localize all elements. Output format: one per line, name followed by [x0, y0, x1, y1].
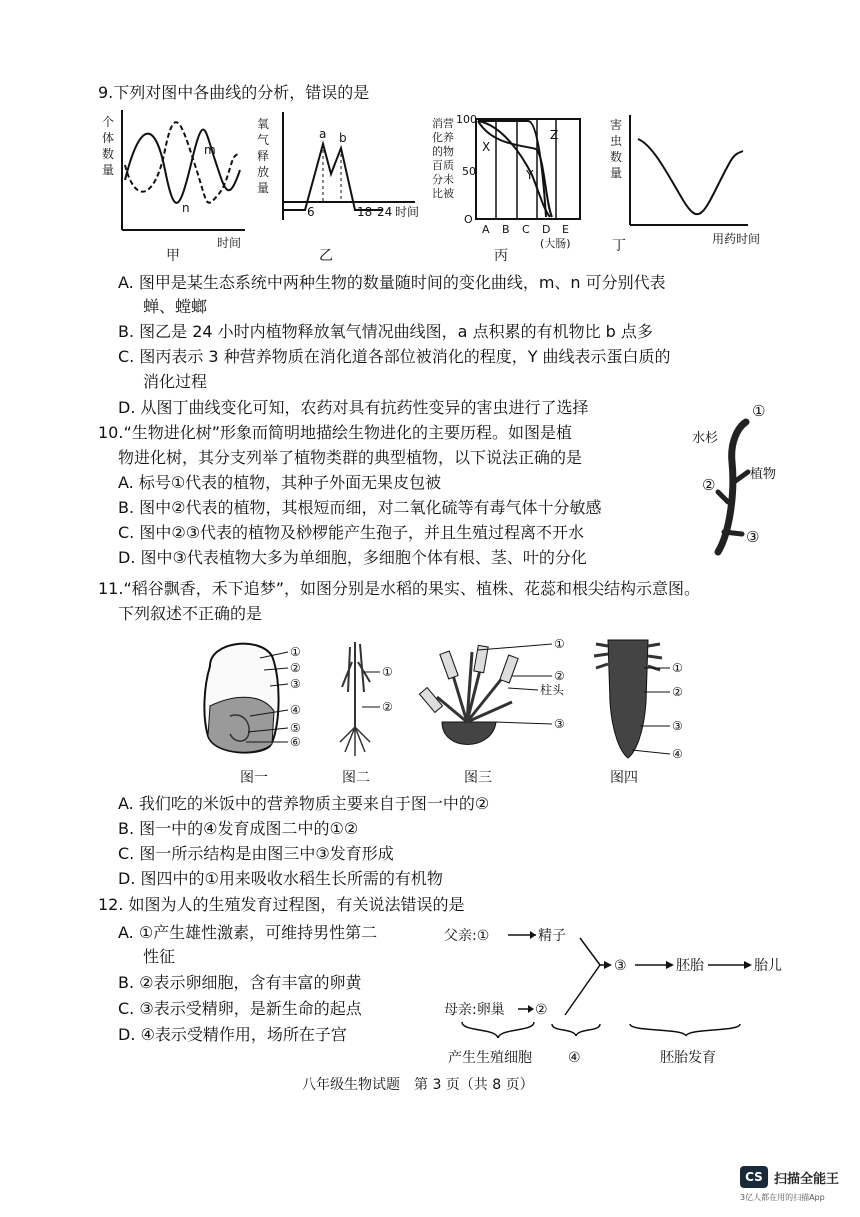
q12-stem: 12. 如图为人的生殖发育过程图，有关说法错误的是: [98, 895, 465, 914]
svg-text:D: D: [542, 223, 551, 236]
fig-bing: [432, 113, 592, 264]
q10-stem-line1: 10.“生物进化树”形象而简明地描绘生物进化的主要历程。如图是植: [98, 423, 573, 442]
svg-text:(大肠): (大肠): [540, 237, 571, 250]
svg-text:Y: Y: [526, 168, 534, 182]
svg-text:比被: 比被: [432, 187, 454, 200]
svg-text:胚胎发育: 胚胎发育: [660, 1050, 716, 1066]
svg-text:植物: 植物: [750, 467, 777, 482]
svg-text:化养: 化养: [432, 131, 454, 144]
svg-text:气: 气: [257, 133, 270, 147]
svg-text:X: X: [482, 140, 491, 154]
fig1-rice-grain: [190, 636, 330, 786]
svg-text:父亲:①: 父亲:①: [444, 928, 490, 944]
svg-text:6: 6: [307, 205, 315, 219]
svg-text:用药时间: 用药时间: [712, 232, 761, 246]
svg-text:柱头: 柱头: [540, 683, 565, 697]
svg-text:胚胎: 胚胎: [676, 958, 704, 974]
camscanner-logo: [740, 1166, 839, 1188]
fig-yi: [255, 112, 425, 264]
q9-option-b[interactable]: B. 图乙是 24 小时内植物释放氧气情况曲线图，a 点积累的有机物比 b 点多: [118, 322, 653, 341]
cs-badge-icon: CS: [740, 1166, 768, 1188]
svg-text:数: 数: [610, 150, 623, 164]
svg-text:E: E: [562, 223, 569, 236]
caption-jia: 甲: [166, 248, 180, 264]
svg-text:释: 释: [257, 149, 270, 163]
caption-fig3: 图三: [464, 770, 492, 786]
svg-text:①: ①: [382, 665, 393, 679]
q9-option-a-cont: 蝉、螳螂: [143, 297, 208, 316]
svg-text:的物: 的物: [432, 145, 454, 158]
plant-evolution-tree: [690, 402, 790, 557]
q10-option-d[interactable]: D. 图中③代表植物大多为单细胞，多细胞个体有根、茎、叶的分化: [118, 548, 587, 567]
q9-option-d[interactable]: D. 从图丁曲线变化可知，农药对具有抗药性变异的害虫进行了选择: [118, 398, 589, 417]
svg-text:②: ②: [672, 685, 683, 699]
svg-text:100: 100: [456, 113, 477, 126]
fig-jia: [100, 110, 260, 264]
svg-text:数: 数: [102, 147, 115, 161]
svg-text:②: ②: [290, 661, 301, 675]
svg-text:量: 量: [610, 166, 623, 180]
q10-stem-line2: 物进化树，其分支列举了植物类群的典型植物，以下说法正确的是: [118, 448, 583, 467]
caption-ding: 丁: [612, 238, 626, 254]
app-tagline: 3亿人都在用的扫描App: [740, 1193, 825, 1202]
svg-text:时间: 时间: [395, 205, 420, 219]
caption-yi: 乙: [319, 248, 333, 264]
svg-text:量: 量: [102, 163, 115, 177]
svg-text:m: m: [204, 143, 216, 157]
q12-option-c[interactable]: C. ③表示受精卵，是新生命的起点: [118, 999, 362, 1018]
caption-fig1: 图一: [240, 770, 268, 786]
svg-text:④: ④: [672, 747, 683, 761]
q11-stem-line1: 11.“稻谷飘香，禾下追梦”，如图分别是水稻的果实、植株、花蕊和根尖结构示意图。: [98, 579, 701, 598]
q11-option-b[interactable]: B. 图一中的④发育成图二中的①②: [118, 819, 359, 838]
q12-option-a[interactable]: A. ①产生雄性激素，可维持男性第二: [118, 923, 378, 942]
svg-text:n: n: [182, 201, 190, 215]
svg-text:③: ③: [614, 958, 627, 974]
svg-text:①: ①: [554, 637, 565, 651]
svg-text:消营: 消营: [432, 117, 454, 130]
q11-option-d[interactable]: D. 图四中的①用来吸收水稻生长所需的有机物: [118, 869, 443, 888]
q10-option-c[interactable]: C. 图中②③代表的植物及桫椤能产生孢子，并且生殖过程离不开水: [118, 523, 585, 542]
svg-text:母亲:卵巢: 母亲:卵巢: [444, 1002, 505, 1018]
svg-text:水杉: 水杉: [692, 431, 719, 446]
q10-option-b[interactable]: B. 图中②代表的植物，其根短而细，对二氧化硫等有毒气体十分敏感: [118, 498, 602, 517]
svg-text:百质: 百质: [432, 159, 454, 172]
svg-text:精子: 精子: [538, 928, 566, 944]
svg-text:Z: Z: [550, 128, 559, 142]
svg-text:50: 50: [462, 165, 476, 178]
svg-text:③: ③: [554, 717, 565, 731]
q9-option-c-cont: 消化过程: [143, 372, 208, 391]
curve-n: [125, 122, 240, 203]
svg-text:④: ④: [568, 1050, 581, 1066]
svg-text:②: ②: [535, 1002, 548, 1018]
svg-text:分未: 分未: [432, 173, 454, 186]
q12-option-b[interactable]: B. ②表示卵细胞，含有丰富的卵黄: [118, 973, 362, 992]
svg-text:O: O: [464, 213, 473, 226]
svg-text:量: 量: [257, 181, 270, 195]
svg-text:虫: 虫: [610, 134, 623, 148]
page-footer: 八年级生物试题 第 3 页（共 8 页）: [302, 1077, 534, 1093]
svg-text:b: b: [339, 131, 347, 145]
svg-text:②: ②: [554, 669, 565, 683]
svg-text:产生生殖细胞: 产生生殖细胞: [448, 1050, 532, 1066]
svg-text:A: A: [482, 223, 490, 236]
svg-text:体: 体: [102, 131, 115, 145]
caption-bing: 丙: [494, 248, 508, 264]
svg-text:③: ③: [290, 677, 301, 691]
tree-node-3: ③: [746, 528, 760, 546]
svg-text:⑥: ⑥: [290, 735, 301, 749]
app-name: 扫描全能王: [774, 1171, 840, 1187]
q11-stem-line2: 下列叙述不正确的是: [118, 604, 263, 623]
q12-option-a-cont: 性征: [143, 947, 176, 966]
svg-text:①: ①: [672, 661, 683, 675]
q11-option-c[interactable]: C. 图一所示结构是由图三中③发育形成: [118, 844, 394, 863]
tree-node-1: ①: [752, 402, 766, 420]
svg-text:个: 个: [102, 115, 115, 129]
q12-option-d[interactable]: D. ④表示受精作用，场所在子宫: [118, 1025, 347, 1044]
q11-option-a[interactable]: A. 我们吃的米饭中的营养物质主要来自于图一中的②: [118, 794, 490, 813]
fig-ding: [608, 115, 778, 254]
caption-fig4: 图四: [610, 770, 638, 786]
svg-text:时间: 时间: [217, 236, 242, 250]
svg-text:⑤: ⑤: [290, 721, 301, 735]
q9-option-a[interactable]: A. 图甲是某生态系统中两种生物的数量随时间的变化曲线，m、n 可分别代表: [118, 273, 666, 292]
svg-text:放: 放: [257, 165, 270, 179]
q9-option-c[interactable]: C. 图丙表示 3 种营养物质在消化道各部位被消化的程度，Y 曲线表示蛋白质的: [118, 347, 671, 366]
svg-text:B: B: [502, 223, 510, 236]
fig2-rice-plant: [330, 632, 410, 786]
q10-option-a[interactable]: A. 标号①代表的植物，其种子外面无果皮包被: [118, 473, 442, 492]
svg-text:18: 18: [357, 205, 373, 219]
svg-text:②: ②: [382, 700, 393, 714]
svg-text:胎儿: 胎儿: [754, 958, 782, 974]
caption-fig2: 图二: [342, 770, 370, 786]
svg-text:③: ③: [672, 719, 683, 733]
fig3-rice-flower: [412, 632, 592, 786]
q9-stem: 9.下列对图中各曲线的分析，错误的是: [98, 83, 370, 102]
svg-text:氧: 氧: [257, 117, 270, 131]
svg-text:①: ①: [290, 645, 301, 659]
svg-text:C: C: [522, 223, 530, 236]
svg-text:害: 害: [610, 118, 623, 132]
svg-text:a: a: [319, 127, 327, 141]
tree-node-2: ②: [702, 476, 716, 494]
reproduction-diagram: [440, 920, 800, 1075]
fig4-root-tip: [588, 632, 708, 786]
svg-text:④: ④: [290, 703, 301, 717]
svg-text:24: 24: [377, 205, 393, 219]
